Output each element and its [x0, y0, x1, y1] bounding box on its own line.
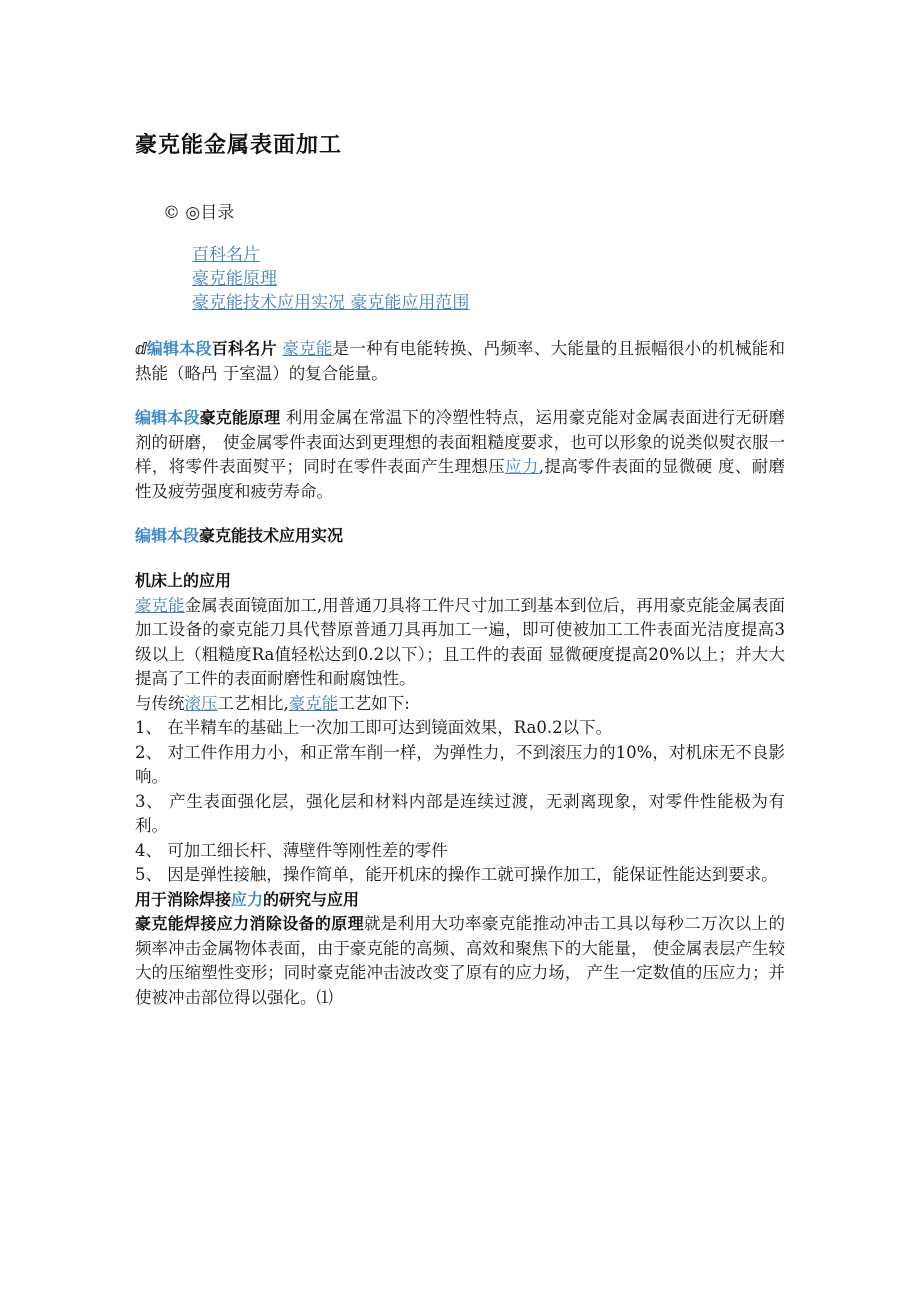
section-text: ,提高零件表面的显微硬 度、耐磨性及疲劳强度和疲劳寿命。: [135, 457, 786, 501]
subsection-heading: 的研究与应用: [263, 889, 360, 909]
page-title: 豪克能金属表面加工: [135, 133, 343, 158]
section-heading: 豪克能原理: [199, 408, 281, 427]
list-item: 4、 可加工细长杆、薄壁件等刚性差的零件: [135, 840, 448, 860]
subsection-heading: 机床上的应用: [135, 571, 232, 590]
compare-text: 与传统: [135, 693, 185, 713]
section-text: 利用金属在常温下的冷塑性特点，运用豪克能对金属表面进行无研磨剂的研磨， 使金属零件表面达到更理想的表面粗糙度要求，也可以形象的说类似熨衣服一 样，将零件表面熨平；同时在零件表面产生理想压: [135, 408, 785, 476]
list-item: 2、 对工件作用力小，和正常车削一样，为弹性力，不到滚压力的10%，对机床无不良影响。: [135, 742, 785, 786]
section-application: [135, 524, 785, 549]
list-item: 5、 因是弹性接触，操作简单，能开机床的操作工就可操作加工，能保证性能达到要求。: [135, 865, 778, 884]
bold-term: 豪克能焊接应力消除设备的原理: [135, 914, 364, 933]
paragraph-text: 就是利用大功率豪克能推动冲击工具以每秒二万次以上的频率冲击金属物体表面，由于豪克能的高频、高效和聚焦下的大能量， 使金属表层产生较大的压缩塑性变形；同时豪克能冲击波改变了原有的应力场， 产生一定数值的压应力；并使被冲击部位得以强化。⑴: [135, 914, 785, 1007]
paragraph-text: 金属表面镜面加工,用普通刀具将工件尺寸加工到基本到位后，再用豪克能金属表面加工设备的豪克能刀具代替原普通刀具再加工一遍，即可使被加工工件表面光洁度提高3级以上（粗糙度Ra值轻松达到0.2以下）；且工件的表面 显微硬度提高20%以上；并大大提高了工件的表面耐磨性和耐腐蚀性。: [135, 595, 786, 688]
compare-text: 工艺如下:: [338, 693, 410, 713]
toc-list: [192, 243, 469, 315]
edit-section-link[interactable]: 编辑本段: [146, 339, 212, 358]
toc-link-principle[interactable]: 豪克能原理: [192, 269, 277, 289]
subsection-machine: [135, 569, 785, 1010]
toc-link-application[interactable]: 豪克能技术应用实况 豪克能应用范围: [192, 293, 470, 313]
section-principle: [135, 406, 785, 504]
edit-section-link[interactable]: 编辑本段: [135, 526, 200, 545]
toc-heading: © ◎目录: [163, 203, 235, 223]
term-link[interactable]: 豪克能: [282, 339, 333, 358]
term-link[interactable]: 应力: [505, 457, 539, 476]
section-heading: 百科名片: [211, 339, 277, 358]
edit-section-link[interactable]: 编辑本段: [135, 408, 200, 427]
section-heading: 豪克能技术应用实况: [199, 526, 344, 545]
section-text: 是一种有电能转换、冎频率、大能量的且振幅很小的机械能和热能（略冎 于室温）的复合能量。: [135, 339, 786, 383]
toc-link-card[interactable]: 百科名片: [192, 245, 260, 265]
compare-text: 工艺相比,: [217, 693, 289, 713]
term-link[interactable]: 豪克能: [135, 595, 185, 615]
section-card: [135, 337, 785, 386]
list-item: 1、 在半精车的基础上一次加工即可达到镜面效果，Ra0.2以下。: [135, 718, 613, 737]
term-link[interactable]: 豪克能: [288, 693, 339, 713]
term-link[interactable]: 应力: [231, 889, 264, 909]
list-item: 3、 产生表面强化层，强化层和材料内部是连续过渡，无剥离现象，对零件性能极为有利。: [135, 791, 785, 835]
term-link[interactable]: 滚压: [184, 693, 218, 713]
edit-glyph-icon: ⅆ: [135, 339, 147, 358]
subsection-heading: 用于消除焊接: [135, 889, 232, 909]
